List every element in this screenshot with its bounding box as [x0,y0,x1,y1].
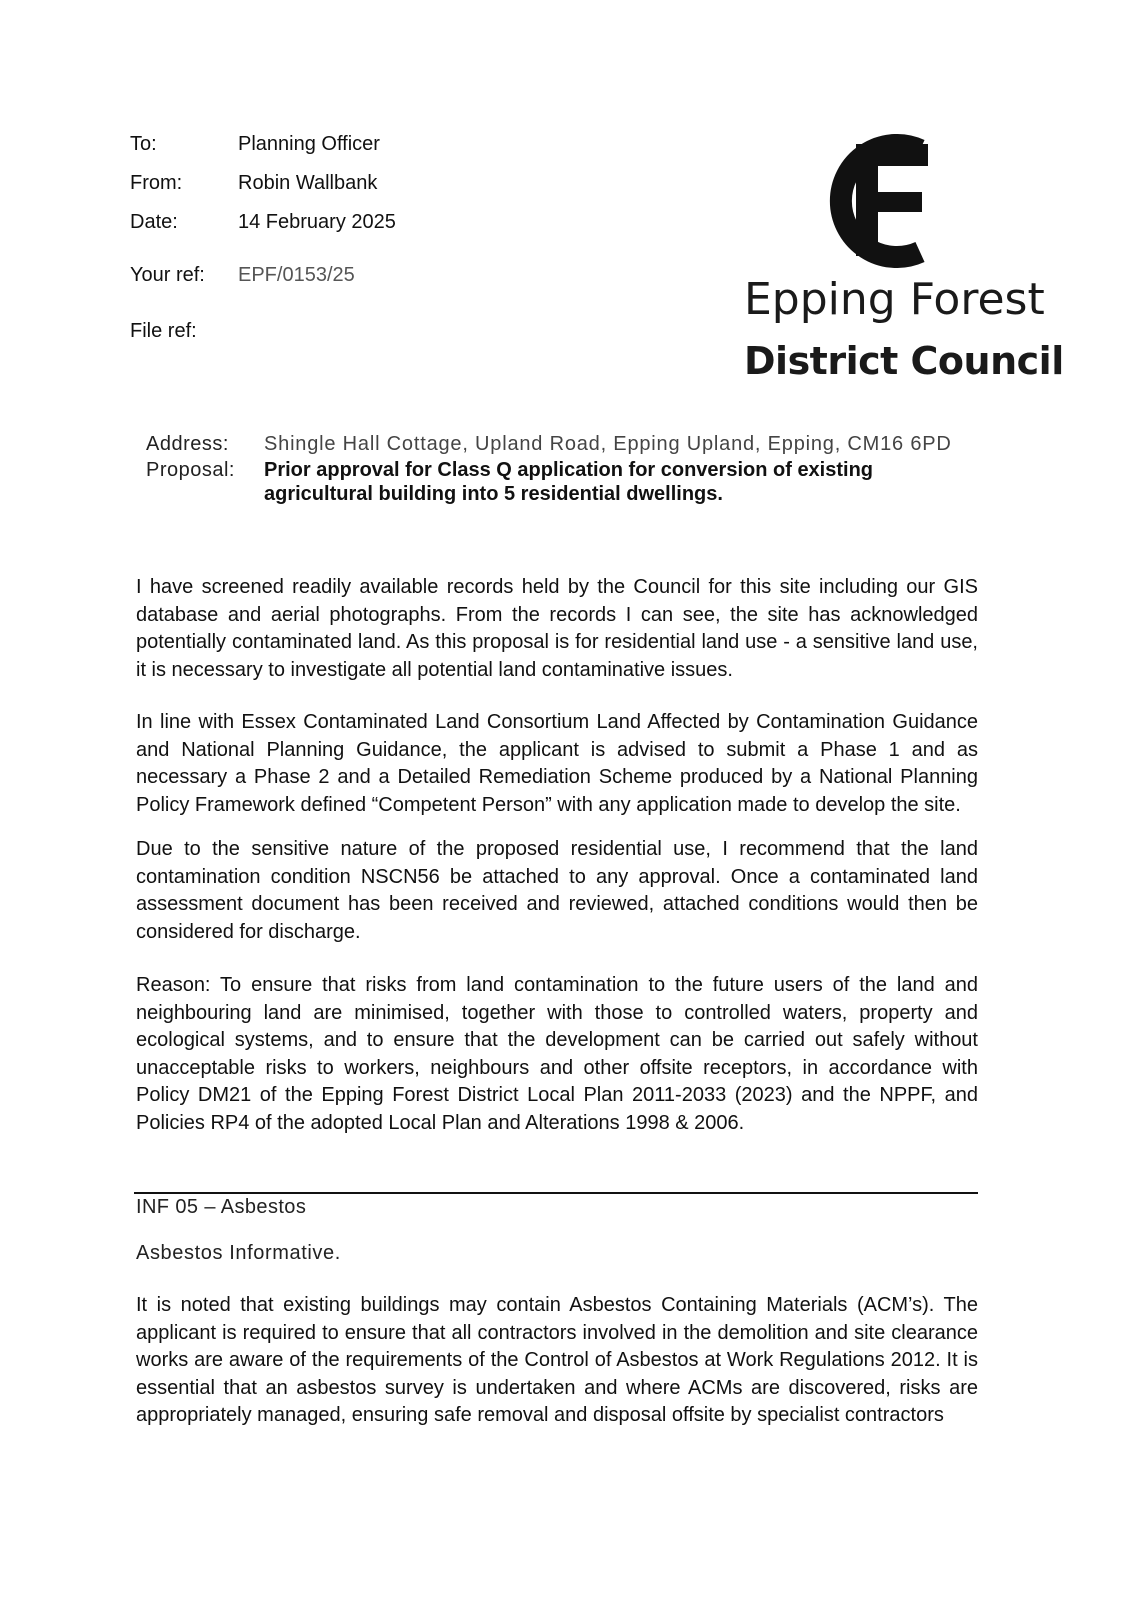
application-details [146,432,966,506]
to-value: Planning Officer [238,133,380,155]
memo-file-ref-row [130,319,238,343]
your-ref-label: Your ref: [130,264,205,286]
memo-to-row [130,132,380,156]
logo-text-district-council: District Council [744,339,1064,383]
from-value: Robin Wallbank [238,172,378,194]
date-label: Date: [130,211,178,233]
paragraph-reason: Reason: To ensure that risks from land contamination to the future users of the land and neighbouring land are minimised, together with those to controlled waters, property and ecological systems, and to ensure that the development can be carried out safely without unacceptable risks to workers, neighbours and other offsite receptors, in accordance with Policy DM21 of the Epping Forest District Local Plan 2011-2033 (2023) and the NPPF, and Policies RP4 of the adopted Local Plan and Alterations 1998 & 2006. [136,974,978,1134]
proposal-label: Proposal: [146,459,235,481]
paragraph-recommendation: Due to the sensitive nature of the proposed residential use, I recommend that the land contamination condition NSCN56 be attached to any approval. Once a contaminated land assessment document has been received and reviewed, attached conditions would then be considered for discharge. [136,838,978,943]
address-label: Address: [146,433,229,455]
efdc-logo-mark-icon [812,134,928,268]
paragraph-screening: I have screened readily available records held by the Council for this site including our GIS database and aerial photographs. From the records I can see, the site has acknowledged potentially contaminated land. As this proposal is for residential land use - a sensitive land use, it is necessary to investigate all potential land contaminative issues. [136,576,978,681]
memo-from-row [130,171,377,195]
informative-subheading: Asbestos Informative. [136,1242,341,1264]
from-label: From: [130,172,183,194]
memo-your-ref-row [130,263,355,287]
paragraph-guidance: In line with Essex Contaminated Land Consortium Land Affected by Contamination Guidance and National Planning Guidance, the applicant is advised to submit a Phase 1 and as necessary a Phase 2 and a Detailed Remediation Scheme produced by a National Planning Policy Framework defined “Competent Person” with any application made to develop the site. [136,711,978,816]
file-ref-label: File ref: [130,320,197,342]
address-value: Shingle Hall Cottage, Upland Road, Epping Upland, Epping, CM16 6PD [264,433,952,455]
date-value: 14 February 2025 [238,211,396,233]
paragraph-asbestos: It is noted that existing buildings may contain Asbestos Containing Materials (ACM’s). The applicant is required to ensure that all contractors involved in the demolition and site clearance works are aware of the requirements of the Control of Asbestos at Work Regulations 2012. It is essential that an asbestos survey is undertaken and where ACMs are discovered, risks are appropriately managed, ensuring safe removal and disposal offsite by specialist contractors [136,1294,978,1426]
memo-date-row [130,210,396,234]
to-label: To: [130,133,157,155]
your-ref-value: EPF/0153/25 [238,264,355,286]
address-row [146,432,966,456]
informative-heading: INF 05 – Asbestos [136,1196,307,1218]
council-logo [740,134,1070,394]
proposal-value: Prior approval for Class Q application for conversion of existing agricultural building into 5 residential dwellings. [264,459,874,505]
logo-text-epping-forest: Epping Forest [744,274,1045,325]
proposal-row [146,458,966,506]
